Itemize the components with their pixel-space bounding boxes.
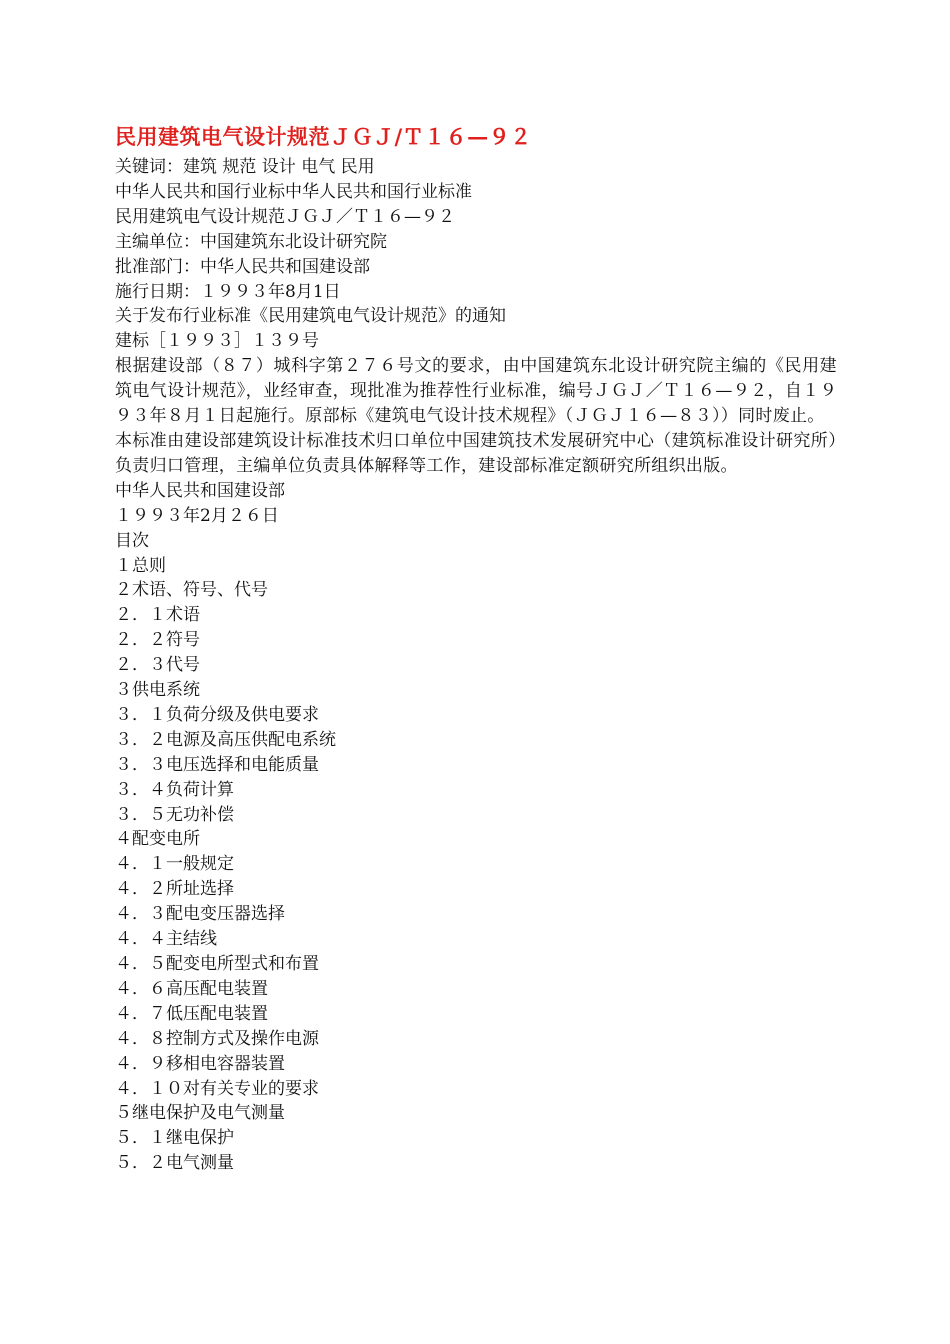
toc-item: ５继电保护及电气测量 bbox=[115, 1103, 285, 1124]
notice-paragraph: 根据建设部（８７）城科字第２７６号文的要求，由中国建筑东北设计研究院主编的《民用建筑电气设计规范》，业经审查，现批准为推荐性行业标准，编号ＪＧＪ／Ｔ１６—９２，自１９９３年８月１日起施行。原部标《建筑电气设计技术规程》（ＪＧＪ１６—８３））同时废止。 bbox=[115, 356, 837, 427]
toc-item: ３．５无功补偿 bbox=[115, 804, 234, 825]
toc-item: ２．２符号 bbox=[115, 630, 200, 651]
toc-item: ３．２电源及高压供配电系统 bbox=[115, 729, 336, 750]
standard-category-line: 中华人民共和国行业标中华人民共和国行业标准 bbox=[115, 181, 472, 202]
toc-item: ４．６高压配电装置 bbox=[115, 978, 268, 999]
issue-date: １９９３年2月２６日 bbox=[115, 505, 279, 526]
toc-heading: 目次 bbox=[115, 530, 149, 551]
toc-item: ３．１负荷分级及供电要求 bbox=[115, 704, 319, 725]
notice-title-line: 关于发布行业标准《民用建筑电气设计规范》的通知 bbox=[115, 306, 506, 327]
toc-item: ３．４负荷计算 bbox=[115, 779, 234, 800]
toc-item: ２．３代号 bbox=[115, 655, 200, 676]
toc-item: ２术语、符号、代号 bbox=[115, 580, 268, 601]
toc-item: ４．９移相电容器装置 bbox=[115, 1053, 285, 1074]
toc-item: ４．３配电变压器选择 bbox=[115, 904, 285, 925]
approval-dept-line: 批准部门：中华人民共和国建设部 bbox=[115, 256, 370, 277]
toc-item: ４．４主结线 bbox=[115, 929, 217, 950]
toc-item: ４配变电所 bbox=[115, 829, 200, 850]
document-page bbox=[115, 122, 837, 1176]
notice-number-line: 建标［１９９３］１３９号 bbox=[115, 331, 319, 352]
document-title: 民用建筑电气设计规范ＪＧＪ/Ｔ１６—９２ bbox=[115, 124, 532, 149]
editor-unit-line: 主编单位：中国建筑东北设计研究院 bbox=[115, 231, 387, 252]
toc-item: １总则 bbox=[115, 555, 166, 576]
toc-item: ４．５配变电所型式和布置 bbox=[115, 954, 319, 974]
toc-item: ３．３电压选择和电能质量 bbox=[115, 754, 319, 775]
toc-item: ２．１术语 bbox=[115, 605, 200, 626]
toc-item: ４．１一般规定 bbox=[115, 854, 234, 875]
keywords-line: 关键词：建筑 规范 设计 电气 民用 bbox=[115, 157, 375, 177]
toc-item: ４．７低压配电装置 bbox=[115, 1003, 268, 1024]
toc-item: ４．８控制方式及操作电源 bbox=[115, 1028, 319, 1049]
effective-date-line: 施行日期：１９９３年8月1日 bbox=[115, 281, 341, 302]
issuer-signature: 中华人民共和国建设部 bbox=[115, 480, 285, 501]
toc-item: ４．２所址选择 bbox=[115, 879, 234, 900]
toc-item: ５．１继电保护 bbox=[115, 1128, 234, 1149]
toc-list bbox=[115, 554, 837, 1177]
toc-item: ３供电系统 bbox=[115, 680, 200, 701]
toc-item: ４．１０对有关专业的要求 bbox=[115, 1078, 319, 1099]
notice-paragraph: 本标准由建设部建筑设计标准技术归口单位中国建筑技术发展研究中心（建筑标准设计研究所）负责归口管理，主编单位负责具体解释等工作，建设部标准定额研究所组织出版。 bbox=[115, 430, 837, 476]
standard-name-line: 民用建筑电气设计规范ＪＧＪ／Ｔ１６—９２ bbox=[115, 206, 455, 227]
toc-item: ５．２电气测量 bbox=[115, 1153, 234, 1174]
